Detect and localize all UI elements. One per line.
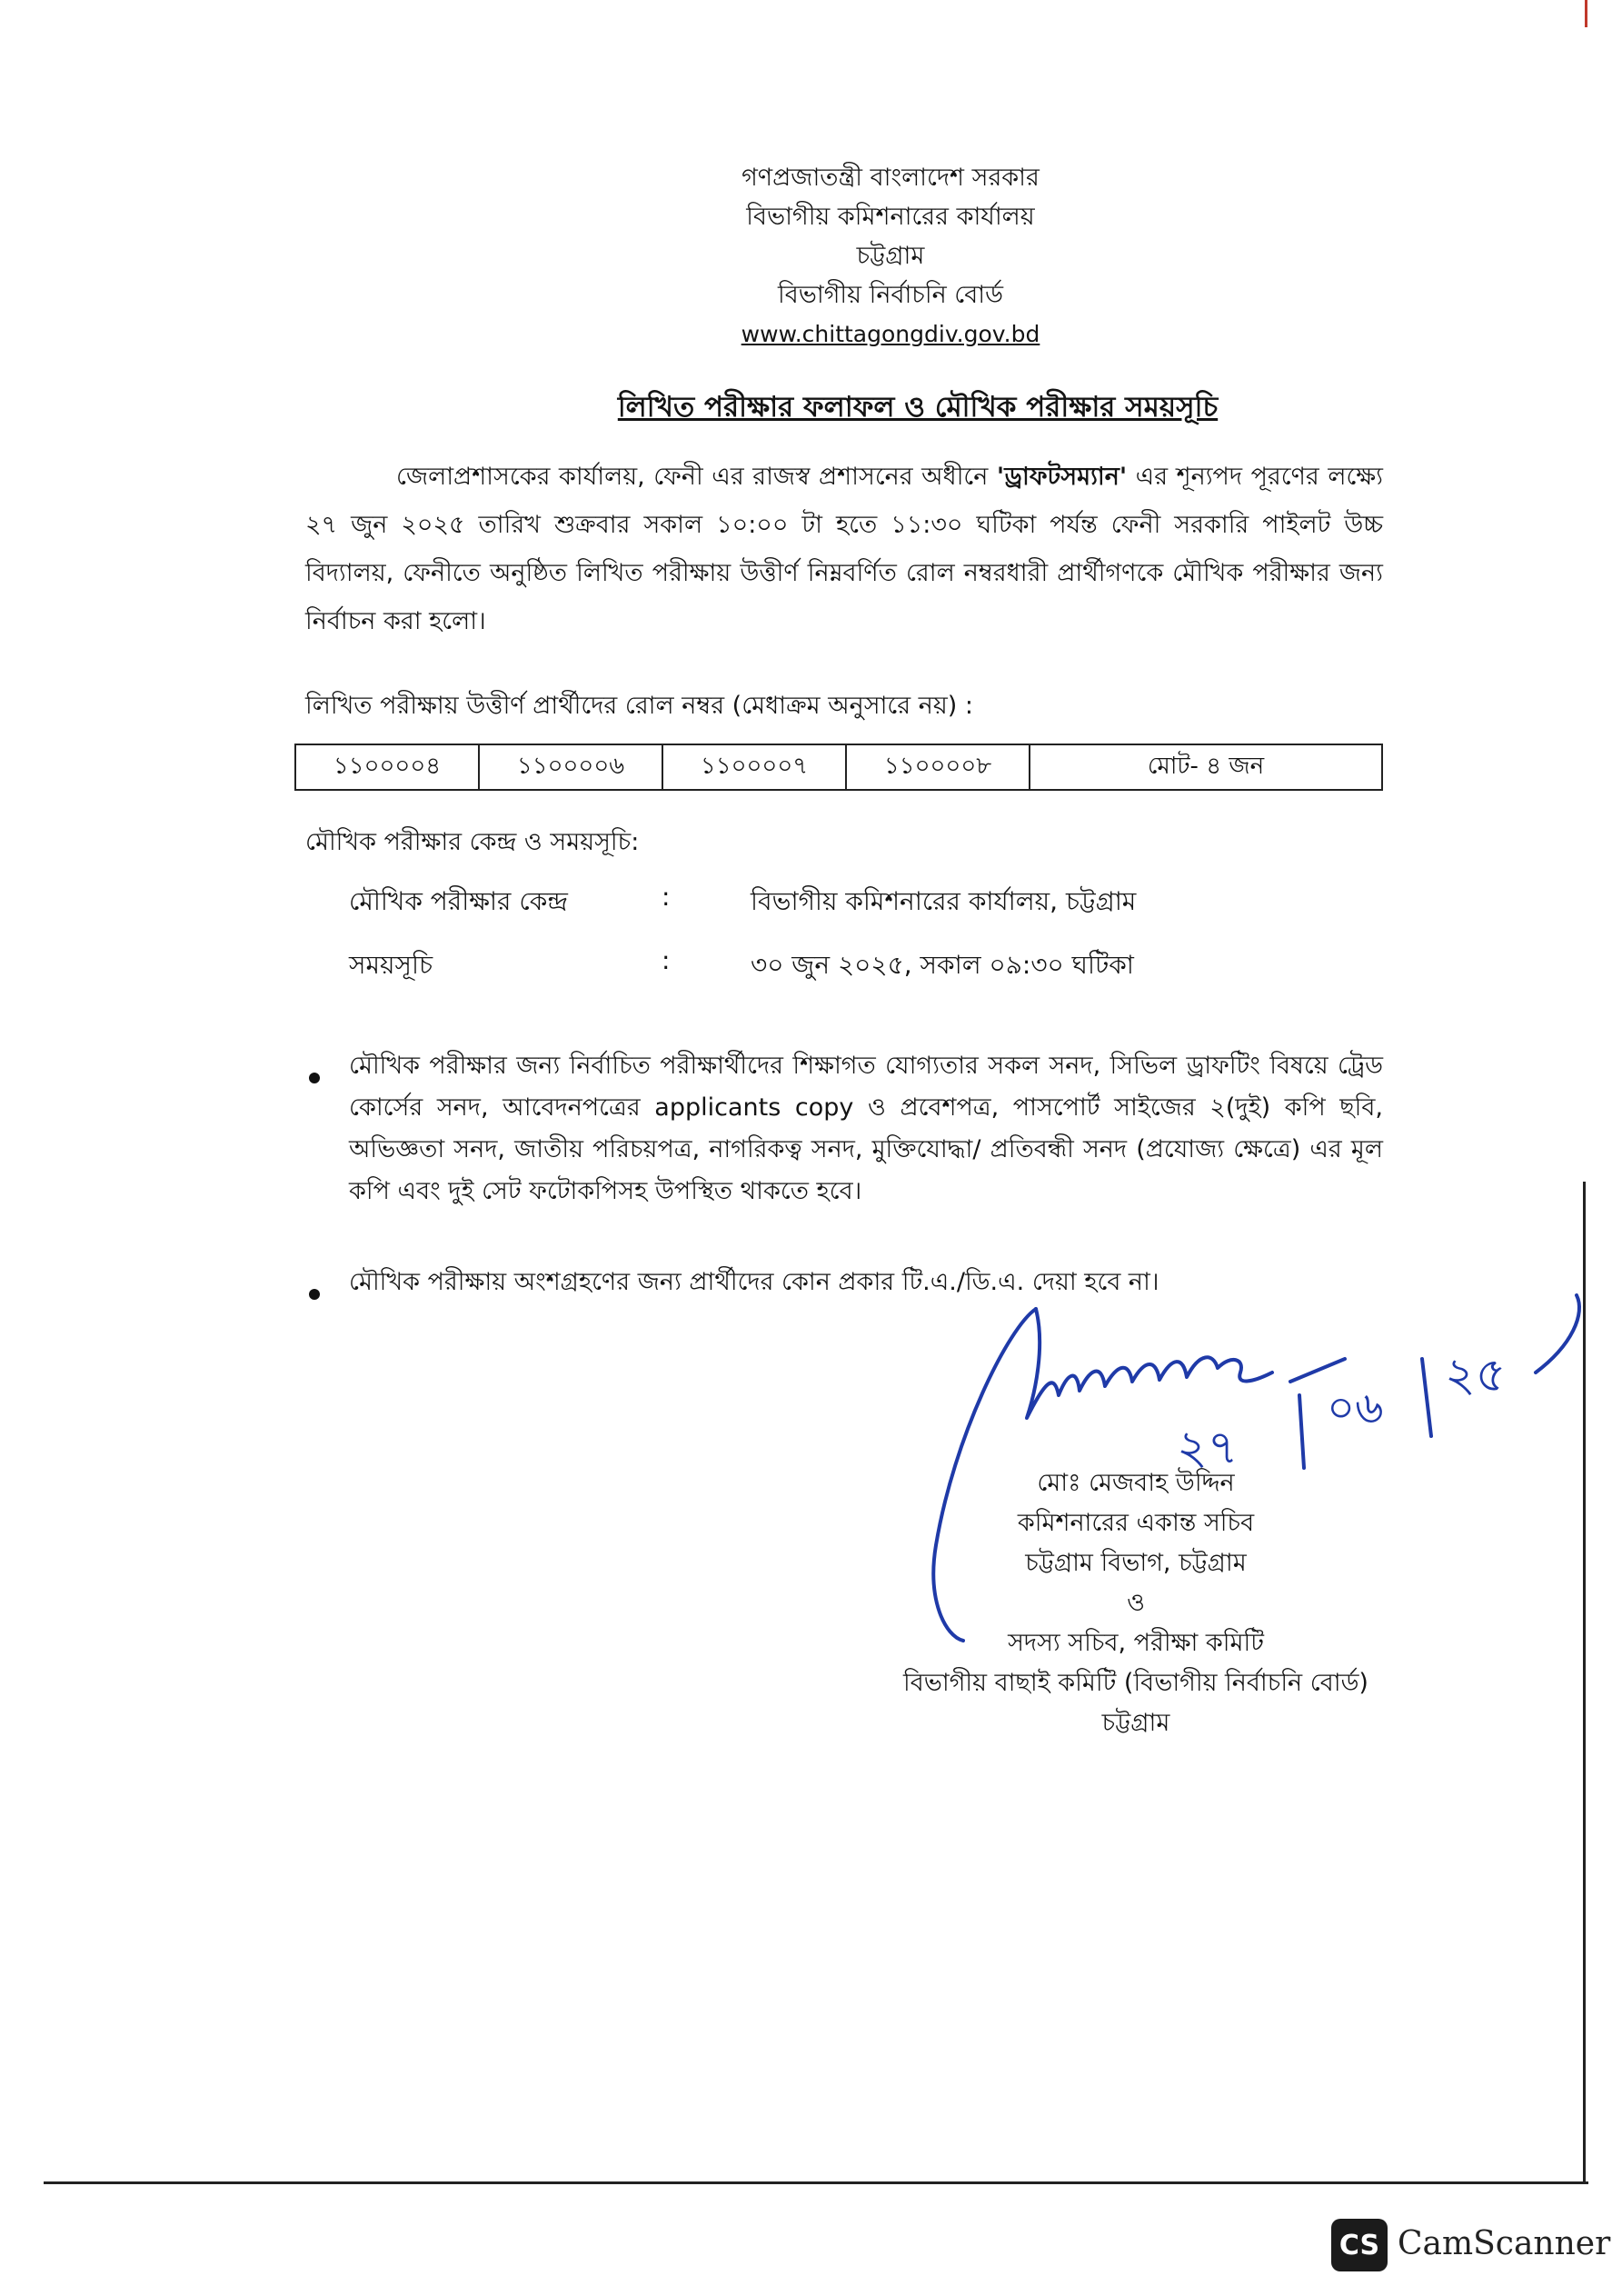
signature-stroke bbox=[1027, 1309, 1272, 1418]
bullet-marker bbox=[309, 1289, 320, 1300]
intro-text-after: এর শূন্যপদ পূরণের লক্ষ্যে ২৭ জুন ২০২৫ তারিখ শুক্রবার সকাল ১০:০০ টা হতে ১১:৩০ ঘটিকা পর্যন্ত ফেনী সরকারি পাইলট উচ্চ বিদ্যালয়, ফেনীতে অনুষ্ঠিত লিখিত পরীক্ষায় উত্তীর্ণ নিম্নবর্ণিত রোল নম্বরধারী প্রার্থীগণকে মৌখিক পরীক্ষার জন্য নির্বাচন করা হলো। bbox=[305, 463, 1383, 635]
signature-stroke bbox=[1290, 1359, 1345, 1382]
signatory-board: বিভাগীয় বাছাই কমিটি (বিভাগীয় নির্বাচনি বোর্ড) bbox=[903, 1669, 1368, 1697]
scan-edge-topright bbox=[1585, 0, 1587, 27]
board-name: বিভাগীয় নির্বাচনি বোর্ড bbox=[778, 281, 1003, 309]
viva-time-label: সময়সূচি bbox=[349, 950, 433, 980]
roll-cell: ১১০০০০৪ bbox=[295, 744, 479, 790]
scan-edge-bottom bbox=[44, 2181, 1588, 2184]
viva-time-colon: : bbox=[662, 945, 671, 975]
intro-text-before: জেলাপ্রশাসকের কার্যালয়, ফেনী এর রাজস্ব প্রশাসনের অধীনে bbox=[396, 463, 997, 491]
handwritten-date-year: ২৫ bbox=[1445, 1348, 1507, 1403]
signatory-name: মোঃ মেজবাহ উদ্দিন bbox=[1037, 1469, 1235, 1497]
viva-heading: মৌখিক পরীক্ষার কেন্দ্র ও সময়সূচি: bbox=[305, 828, 640, 856]
bullet-ta-da: মৌখিক পরীক্ষায় অংশগ্রহণের জন্য প্রার্থীদের কোন প্রকার টি.এ./ডি.এ. দেয়া হবে না। bbox=[349, 1268, 1159, 1296]
website-link[interactable]: www.chittagongdiv.gov.bd bbox=[741, 321, 1040, 347]
post-name: 'ড্রাফটসম্যান' bbox=[996, 463, 1128, 491]
signatory-committee-role: সদস্য সচিব, পরীক্ষা কমিটি bbox=[1008, 1629, 1264, 1657]
signatory-block bbox=[818, 1463, 1454, 1743]
signature-stroke bbox=[1536, 1295, 1579, 1373]
signatory-and: ও bbox=[1127, 1589, 1145, 1617]
signatory-division: চট্টগ্রাম বিভাগ, চট্টগ্রাম bbox=[1025, 1549, 1247, 1577]
total-cell: মোট- ৪ জন bbox=[1030, 744, 1382, 790]
notice-title: লিখিত পরীক্ষার ফলাফল ও মৌখিক পরীক্ষার সময়সূচি bbox=[617, 391, 1219, 424]
viva-time-value: ৩০ জুন ২০২৫, সকাল ০৯:৩০ ঘটিকা bbox=[751, 950, 1134, 980]
camscanner-text: CamScanner bbox=[1398, 2225, 1611, 2262]
viva-center-value: বিভাগীয় কমিশনারের কার্যালয়, চট্টগ্রাম bbox=[751, 886, 1137, 916]
date-slash bbox=[1422, 1359, 1431, 1436]
viva-center-label: মৌখিক পরীক্ষার কেন্দ্র bbox=[349, 886, 568, 916]
roll-cell: ১১০০০০৬ bbox=[479, 744, 662, 790]
viva-center-colon: : bbox=[662, 882, 671, 912]
roll-table bbox=[294, 744, 1383, 791]
bullet-marker bbox=[309, 1073, 320, 1083]
table-row bbox=[295, 744, 1382, 790]
signatory-designation: কমিশনারের একান্ত সচিব bbox=[1017, 1509, 1255, 1537]
handwritten-date-month: ০৬ bbox=[1327, 1383, 1384, 1433]
letterhead bbox=[582, 158, 1199, 354]
handwritten-date-day: ২৭ bbox=[1177, 1421, 1239, 1475]
office-name: বিভাগীয় কমিশনারের কার্যালয় bbox=[746, 203, 1035, 231]
intro-paragraph bbox=[305, 453, 1383, 645]
roll-cell: ১১০০০০৭ bbox=[662, 744, 846, 790]
camscanner-logo: CS bbox=[1331, 2219, 1388, 2271]
date-slash bbox=[1299, 1395, 1304, 1468]
city-name: চট্টগ্রাম bbox=[856, 242, 925, 270]
passed-heading: লিখিত পরীক্ষায় উত্তীর্ণ প্রার্থীদের রোল নম্বর (মেধাক্রম অনুসারে নয়) : bbox=[305, 692, 973, 720]
bullet-documents: মৌখিক পরীক্ষার জন্য নির্বাচিত পরীক্ষার্থীদের শিক্ষাগত যোগ্যতার সকল সনদ, সিভিল ড্রাফটিং বিষয়ে ট্রেড কোর্সের সনদ, আবেদনপত্রের applicants copy ও প্রবেশপত্র, পাসপোর্ট সাইজের ২(দুই) কপি ছবি, অভিজ্ঞতা সনদ, জাতীয় পরিচয়পত্র, নাগরিকত্ব সনদ, মুক্তিযোদ্ধা/ প্রতিবন্ধী সনদ (প্রযোজ্য ক্ষেত্রে) এর মূল কপি এবং দুই সেট ফটোকপিসহ উপস্থিত থাকতে হবে। bbox=[349, 1052, 1383, 1205]
roll-cell: ১১০০০০৮ bbox=[846, 744, 1030, 790]
signatory-city: চট্টগ্রাম bbox=[1101, 1709, 1170, 1737]
government-name: গণপ্রজাতন্ত্রী বাংলাদেশ সরকার bbox=[741, 164, 1040, 192]
